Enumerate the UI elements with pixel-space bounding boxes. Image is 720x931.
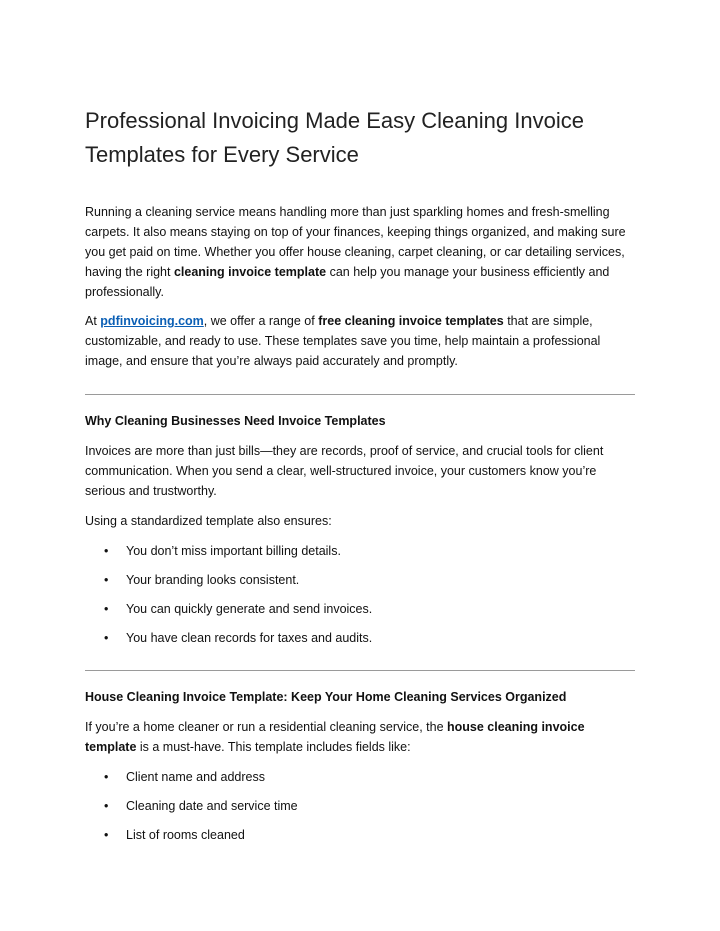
- page-title: Professional Invoicing Made Easy Cleaning Invoice Templates for Every Service: [85, 108, 584, 167]
- section2-bullet-list: [85, 767, 637, 845]
- list-item: • Client name and address: [85, 767, 637, 787]
- section1-bullet-list: [85, 541, 637, 648]
- list-item: • You can quickly generate and send invoices.: [85, 599, 637, 619]
- intro2-text-b: that are simple, customizable, and ready to use. These templates save you time, help maintain a professional image, and ensure that you’re always paid accurately and promptly.: [85, 314, 601, 368]
- section1-paragraph-2: Using a standardized template also ensures:: [85, 514, 332, 528]
- section2-text-a: If you’re a home cleaner or run a residential cleaning service, the: [85, 720, 447, 734]
- list-item: • You have clean records for taxes and audits.: [85, 628, 637, 648]
- section2-paragraph-1: [85, 717, 637, 757]
- intro-bold-term: cleaning invoice template: [173, 265, 327, 279]
- document-page: [85, 104, 637, 854]
- section2-text-b: is a must-have. This template includes fields like:: [136, 740, 411, 754]
- list-item: • List of rooms cleaned: [85, 825, 637, 845]
- section-divider-1: [85, 394, 635, 395]
- intro-text-b: can help you manage your business efficiently and professionally.: [85, 265, 610, 299]
- list-item: • You don’t miss important billing details.: [85, 541, 637, 561]
- list-item: • Cleaning date and service time: [85, 796, 637, 816]
- list-item: • Your branding looks consistent.: [85, 570, 637, 590]
- section1-paragraph-1: Invoices are more than just bills—they are records, proof of service, and crucial tools for client communication. When you send a clear, well-structured invoice, your customers know you’re serious and trustworthy.: [85, 444, 604, 498]
- intro-paragraph-2: [85, 311, 637, 371]
- pdfinvoicing-link[interactable]: pdfinvoicing.com: [100, 314, 204, 328]
- intro-text-a: Running a cleaning service means handling more than just sparkling homes and fresh-smelling carpets. It also means staying on top of your finances, keeping things organized, and making sure you get paid on time. Whether you offer house cleaning, carpet cleaning, or car detailing services, having the right: [85, 205, 626, 279]
- intro-paragraph-1: [85, 202, 637, 302]
- section-divider-2: [85, 670, 635, 671]
- intro2-bold-term: free cleaning invoice templates: [318, 314, 504, 328]
- section2-heading: House Cleaning Invoice Template: Keep Your Home Cleaning Services Organized: [85, 690, 567, 704]
- section-why-templates: [85, 411, 637, 648]
- section1-heading: Why Cleaning Businesses Need Invoice Templates: [85, 414, 386, 428]
- intro2-at: At: [85, 314, 101, 328]
- section-house-cleaning: [85, 670, 637, 845]
- intro2-text-a: , we offer a range of: [203, 314, 319, 328]
- section2-bold-term: house cleaning invoice template: [85, 720, 585, 754]
